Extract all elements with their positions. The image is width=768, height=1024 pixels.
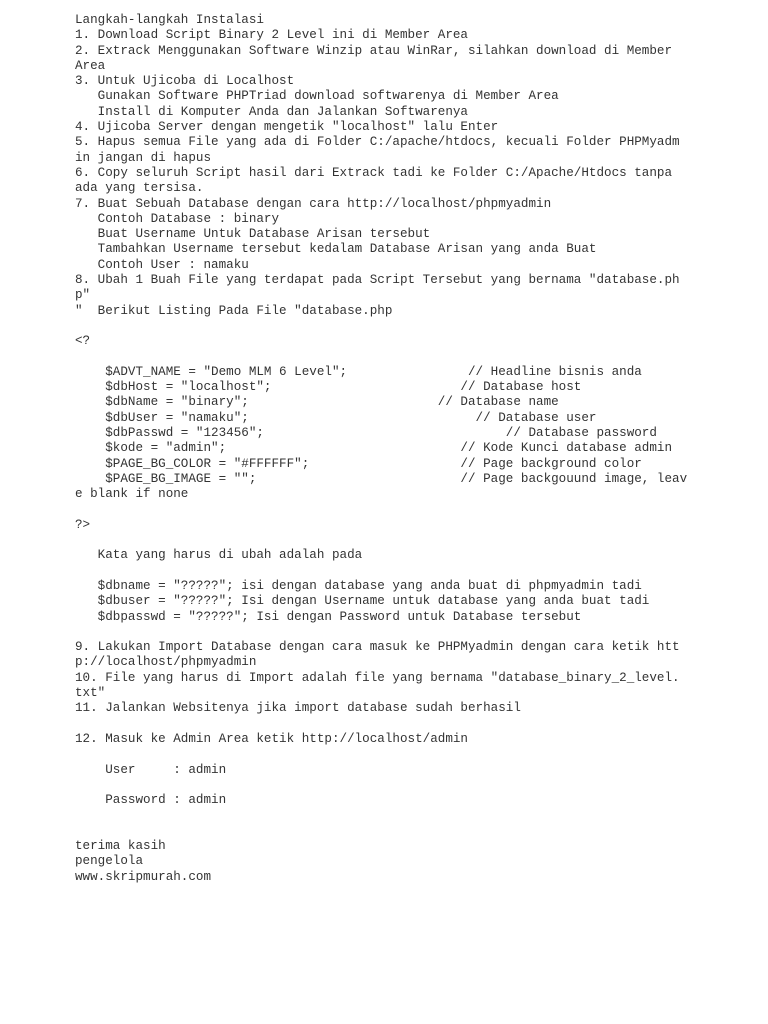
text-line: in jangan di hapus xyxy=(75,150,212,165)
text-line: Password : admin xyxy=(75,793,227,808)
text-line: Gunakan Software PHPTriad download softwarenya di Member Area xyxy=(75,89,559,104)
text-line: Langkah-langkah Instalasi xyxy=(75,13,264,27)
text-line: 3. Untuk Ujicoba di Localhost xyxy=(75,74,295,89)
text-line: $dbpasswd = "?????"; Isi dengan Password untuk Database tersebut xyxy=(75,609,582,624)
text-line: 6. Copy seluruh Script hasil dari Extrack tadi ke Folder C:/Apache/Htdocs tanpa xyxy=(75,165,673,180)
text-line: terima kasih xyxy=(75,839,166,854)
text-line: $dbPasswd = "123456"; // Database password xyxy=(75,426,657,441)
text-line: $dbUser = "namaku"; // Database user xyxy=(75,410,597,425)
text-line: e blank if none xyxy=(75,487,189,502)
text-line xyxy=(75,808,755,823)
text-line xyxy=(75,503,755,518)
text-line: pengelola xyxy=(75,854,144,869)
text-line: Kata yang harus di ubah adalah pada xyxy=(75,548,363,563)
text-line: 10. File yang harus di Import adalah file yang bernama "database_binary_2_level. xyxy=(75,670,680,685)
text-line: " Berikut Listing Pada File "database.php xyxy=(75,303,393,318)
text-line xyxy=(75,747,755,762)
text-line: Buat Username Untuk Database Arisan tersebut xyxy=(75,227,431,242)
text-line: Install di Komputer Anda dan Jalankan Softwarenya xyxy=(75,104,468,119)
text-line: $ADVT_NAME = "Demo MLM 6 Level"; // Headline bisnis anda xyxy=(75,364,642,379)
text-line: Contoh Database : binary xyxy=(75,211,280,226)
text-line: www.skripmurah.com xyxy=(75,869,212,884)
text-line: $kode = "admin"; // Kode Kunci database admin xyxy=(75,441,673,456)
text-line xyxy=(75,778,755,793)
text-line xyxy=(75,625,755,640)
text-line: 5. Hapus semua File yang ada di Folder C:/apache/htdocs, kecuali Folder PHPMyadm xyxy=(75,135,680,150)
text-line: 12. Masuk ke Admin Area ketik http://localhost/admin xyxy=(75,731,468,746)
text-line: 7. Buat Sebuah Database dengan cara http://localhost/phpmyadmin xyxy=(75,196,552,211)
text-line: 11. Jalankan Websitenya jika import database sudah berhasil xyxy=(75,701,521,716)
text-line: Contoh User : namaku xyxy=(75,257,249,272)
text-line xyxy=(75,717,755,732)
text-line xyxy=(75,350,755,365)
text-line: <? xyxy=(75,334,91,349)
text-line xyxy=(75,319,755,334)
text-line: $dbuser = "?????"; Isi dengan Username untuk database yang anda buat tadi xyxy=(75,594,650,609)
document-body xyxy=(75,13,755,885)
text-line: Tambahkan Username tersebut kedalam Database Arisan yang anda Buat xyxy=(75,242,597,257)
text-line xyxy=(75,533,755,548)
text-line: $PAGE_BG_IMAGE = ""; // Page backgouund image, leav xyxy=(75,471,688,486)
text-line: txt" xyxy=(75,686,106,701)
text-line: 9. Lakukan Import Database dengan cara masuk ke PHPMyadmin dengan cara ketik htt xyxy=(75,640,680,655)
text-line: 2. Extrack Menggunakan Software Winzip atau WinRar, silahkan download di Member xyxy=(75,43,673,58)
text-line: ada yang tersisa. xyxy=(75,181,204,196)
text-line: p://localhost/phpmyadmin xyxy=(75,655,257,670)
text-line: p" xyxy=(75,288,91,303)
text-line: 8. Ubah 1 Buah File yang terdapat pada Script Tersebut yang bernama "database.ph xyxy=(75,273,680,288)
text-line xyxy=(75,824,755,839)
text-line: $dbname = "?????"; isi dengan database yang anda buat di phpmyadmin tadi xyxy=(75,578,642,593)
text-line: $dbName = "binary"; // Database name xyxy=(75,395,559,410)
text-line: ?> xyxy=(75,517,91,532)
text-line: User : admin xyxy=(75,762,227,777)
text-line: 1. Download Script Binary 2 Level ini di Member Area xyxy=(75,28,468,43)
text-line xyxy=(75,564,755,579)
text-line: $PAGE_BG_COLOR = "#FFFFFF"; // Page background color xyxy=(75,456,642,471)
text-line: 4. Ujicoba Server dengan mengetik "localhost" lalu Enter xyxy=(75,120,499,135)
text-line: Area xyxy=(75,58,106,73)
text-line: $dbHost = "localhost"; // Database host xyxy=(75,380,582,395)
